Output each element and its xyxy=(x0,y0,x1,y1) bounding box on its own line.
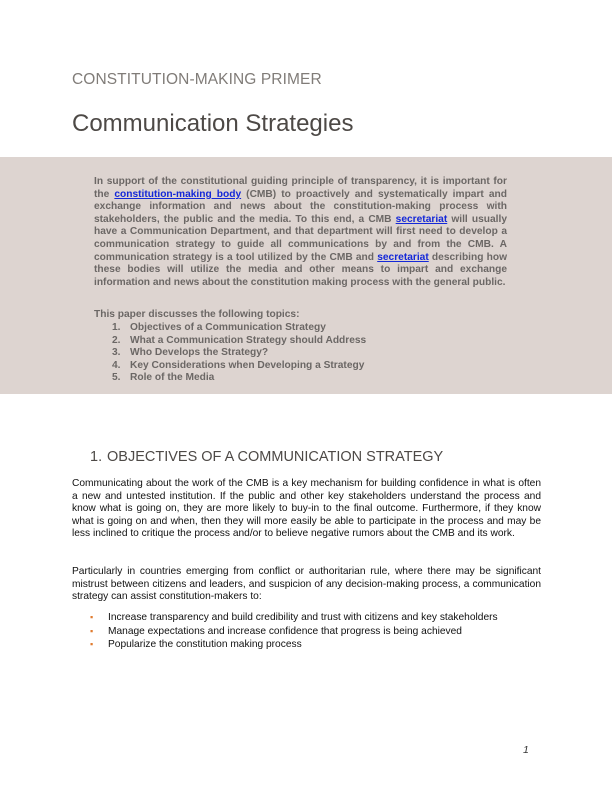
topic-label: Who Develops the Strategy? xyxy=(130,347,269,359)
intro-paragraph xyxy=(94,176,507,289)
constitution-making-body-link[interactable]: constitution-making body xyxy=(114,188,242,200)
topic-number: 2. xyxy=(112,334,121,346)
topic-item xyxy=(112,360,366,373)
topic-number: 1. xyxy=(112,322,121,333)
bullet-list xyxy=(90,611,498,652)
body-paragraph: Communicating about the work of the CMB is a key mechanism for building confidence in what is often a new and untested institution. If the public and other key stakeholders understand the process and know what is going on, they are more likely to buy-in to the final outcome. Furthermore, if they know what is going on and when, then they will more easily be able to participate in the process and may be less inclined to critique the process and/or to believe negative rumors about the CMB and its work. xyxy=(72,478,541,540)
document-kicker: CONSTITUTION-MAKING PRIMER xyxy=(72,71,322,88)
section-heading xyxy=(90,449,443,465)
topic-label: Objectives of a Communication Strategy xyxy=(130,322,326,333)
bullet-item xyxy=(90,638,498,652)
bullet-item xyxy=(90,611,498,625)
topic-item xyxy=(112,347,366,360)
topic-label: Key Considerations when Developing a Strategy xyxy=(130,359,365,371)
secretariat-link[interactable]: secretariat xyxy=(395,213,448,225)
topic-label: What a Communication Strategy should Address xyxy=(130,334,367,346)
page-number: 1 xyxy=(523,744,529,756)
bullet-marker-icon: ▪ xyxy=(90,612,94,622)
bullet-text: Increase transparency and build credibility and trust with citizens and key stakeholders xyxy=(108,612,498,623)
bullet-text: Manage expectations and increase confidence that progress is being achieved xyxy=(108,625,462,637)
section-title: OBJECTIVES OF A COMMUNICATION STRATEGY xyxy=(107,449,444,465)
bullet-marker-icon: ▪ xyxy=(90,639,94,650)
bullet-item xyxy=(90,625,498,639)
page-title: Communication Strategies xyxy=(72,110,354,137)
topics-heading: This paper discusses the following topics: xyxy=(94,309,300,320)
intro-text: will usually have a Communication Department, and that department will first need to develop a communication strategy to guide all communications by and from the CMB. A communication strategy is a tool utilized by the CMB and xyxy=(94,213,507,263)
topics-list xyxy=(112,322,366,385)
topic-label: Role of the Media xyxy=(130,372,215,384)
intro-text: describing how these bodies will utilize the media and other means to impart and exchange information and news about the constitution making process with the general public. xyxy=(94,251,508,288)
intro-text: In support of the constitutional guiding principle of transparency, it is important for the xyxy=(94,176,507,200)
topic-number: 3. xyxy=(112,347,121,359)
intro-text: (CMB) to proactively and systematically impart and exchange information and news about the constitution-making process with stakeholders, the public and the media. To this end, a CMB xyxy=(94,188,507,225)
bullet-marker-icon: ▪ xyxy=(90,625,94,636)
topic-item xyxy=(112,372,366,385)
topic-item xyxy=(112,335,366,348)
topic-item xyxy=(112,322,366,335)
section-number: 1. xyxy=(90,449,103,465)
secretariat-link[interactable]: secretariat xyxy=(377,251,429,263)
body-paragraph: Particularly in countries emerging from conflict or authoritarian rule, where there may be significant mistrust between citizens and leaders, and suspicion of any decision-making process, a communication strategy can assist constitution-makers to: xyxy=(72,566,541,603)
topic-number: 4. xyxy=(112,359,121,371)
topic-number: 5. xyxy=(112,372,121,384)
bullet-text: Popularize the constitution making process xyxy=(108,639,302,651)
